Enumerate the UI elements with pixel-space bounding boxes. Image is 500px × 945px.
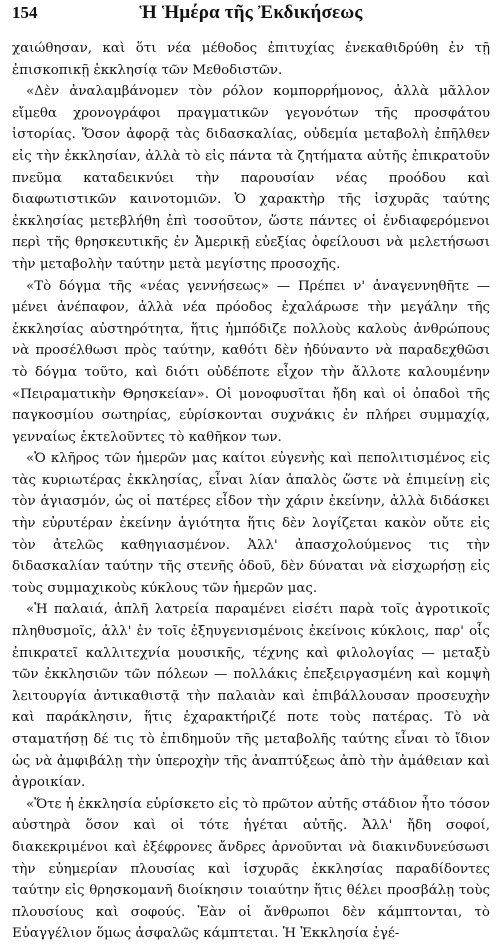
- paragraph: «Ὁ κλῆρος τῶν ἡμερῶν μας καίτοι εὐγενὴς καὶ πεπολιτισμένος εἰς τὰς κυριωτέρας ἐκκλησίας, εἶναι λίαν ἁπαλὸς ὥστε νὰ ἐπιμείνῃ εἰς τὸν ἁγιασμόν, ὡς οἱ πατέρες εἶδον τὴν χάριν ἐκείνην, ἀλλὰ διδάσκει τὴν εὐρυτέραν ἐκείνην ἁγιότητα ἥτις δὲν λογίζεται κακὸν οὔτε εἰς τὸν ἀτελῶς καθηγιασμένον. Ἀλλ' ἀπασχολούμενος τις τὴν διδασκαλίαν ταύτην τῆς στενῆς ὁδοῦ, δὲν δύναται νὰ εἰσχωρήσῃ εἰς τοὺς συμμαχικοὺς κύκλους τῶν ἡμερῶν μας.: [12, 451, 490, 596]
- paragraph: «Τὸ δόγμα τῆς «νέας γεννήσεως» — Πρέπει ν' ἀναγεννηθῆτε — μένει ἀνέπαφον, ἀλλὰ νέα πρόοδος ἐχαλάρωσε τὴν μεγάλην τῆς ἐκκλησίας αὐστηρότητα, ἥτις ἠμπόδιζε πολλοὺς καλοὺς ἀνθρώπους νὰ προσέλθωσι πρὸς ταύτην, καθότι δὲν ἠδύναντο νὰ παραδεχθῶσι τὸ δόγμα τοῦτο, καὶ διότι οὐδέποτε εἶχον τὴν ἄλλοτε καλουμένην «Πειραματικὴν Θρησκείαν». Οἱ μονοφυσῖται ἤδη καὶ οἱ ὀπαδοὶ τῆς παγκοσμίου σωτηρίας, εὑρίσκονται συχνάκις ἐν πλήρει συμμαχίᾳ, γενναίως ἐκτελοῦντες τὸ καθῆκον των.: [12, 278, 490, 445]
- paragraph: «Ἡ παλαιά, ἁπλῆ λατρεία παραμένει εἰσέτι παρὰ τοῖς ἀγροτικοῖς πληθυσμοῖς, ἀλλ' ἐν τοῖς ἐξηυγενισμένοις ἐκείνοις κύκλοις, παρ' οἷς ἐπικρατεῖ καλλιτεχνία μουσικῆς, τέχνης καὶ φιλολογίας — μεταξὺ τῶν ἐκκλησιῶν τῶν πόλεων — πολλάκις ἐπεξειργασμένη καὶ κομψὴ λειτουργία ἀντικαθιστᾷ τὴν παλαιὰν καὶ ἐπιβάλλουσαν προσευχὴν καὶ παράκλησιν, ἥτις ἐχαρακτήριζέ ποτε τοὺς πατέρας. Τὸ νὰ σταματήσῃ δέ τις τὸ ἐπιδημοῦν τῆς μεταβολῆς ταύτης εἶναι τὸ ἴδιον ὡς νὰ ἀμφιβάλῃ τὴν ὑπεροχὴν τῆς ἀναπτύξεως ἀπὸ τὴν ἀμάθειαν καὶ ἀγροικίαν.: [12, 602, 490, 791]
- running-title: Ἡ Ἡμέρα τῆς Ἐκδικήσεως: [139, 2, 363, 23]
- paragraph: χαιώθησαν, καὶ ὅτι νέα μέθοδος ἐπιτυχίας ἐνεκαθιδρύθη ἐν τῇ ἐπισκοπικῇ ἐκκλησίᾳ τῶν Μεθοδιστῶν.: [12, 41, 490, 78]
- paragraph: «Ὅτε ἡ ἐκκλησία εὑρίσκετο εἰς τὸ πρῶτον αὐτῆς στάδιον ἦτο τόσον αὐστηρὰ ὅσον καὶ οἱ τότε ἡγέται αὐτῆς. Ἀλλ' ἤδη σοφοί, διακεκριμένοι καὶ ἐξέφρονες ἄνδρες ἀρνοῦνται νὰ διακινδυνεύσωσι τὴν εὐημερίαν πλουσίας καὶ ἰσχυρᾶς ἐκκλησίας παραδίδοντες ταύτην εἰς θρησκομανῆ διοίκησιν τοιαύτην ἥτις θέλει προσβάλῃ τοὺς πλουσίους καὶ σοφούς. Ἐὰν οἱ ἄνθρωποι δὲν κάμπτονται, τὸ Εὐαγγέλιον ὅμως ἀσφαλῶς κάμπτεται. Ἡ Ἐκκλησία ἐγέ-: [12, 796, 490, 942]
- body-text: [12, 38, 490, 945]
- paragraph: «Δὲν ἀναλαμβάνομεν τὸν ρόλον κομπορρήμονος, ἀλλὰ μᾶλλον εἴμεθα χρονογράφοι πραγματικῶν γεγονότων τῆς προσφάτου ἱστορίας. Ὅσον ἀφορᾷ τὰς διδασκαλίας, οὐδεμία μεταβολὴ ἐπῆλθεν εἰς τὴν ἐκκλησίαν, ἀλλὰ τὸ εἰς πάντα τὰ ζητήματα αὐτῆς ἐπικρατοῦν πνεῦμα καταδεικνύει τὴν παρουσίαν νέας προόδου καὶ διαφωτιστικῶν καινοτομιῶν. Ὁ χαρακτὴρ τῆς ἰσχυρᾶς ταύτης ἐκκλησίας μετεβλήθη ἐπὶ τοσοῦτον, ὥστε πάντες οἱ ἐνδιαφερόμενοι περὶ τῆς θρησκευτικῆς ἐν Ἀμερικῇ εὐεξίας ὀφείλουσι νὰ μελετήσωσι τὴν μεταβολὴν ταύτην μετὰ μεγίστης προσοχῆς.: [12, 84, 490, 272]
- page-number: 154: [12, 3, 38, 22]
- page-header: [12, 2, 490, 28]
